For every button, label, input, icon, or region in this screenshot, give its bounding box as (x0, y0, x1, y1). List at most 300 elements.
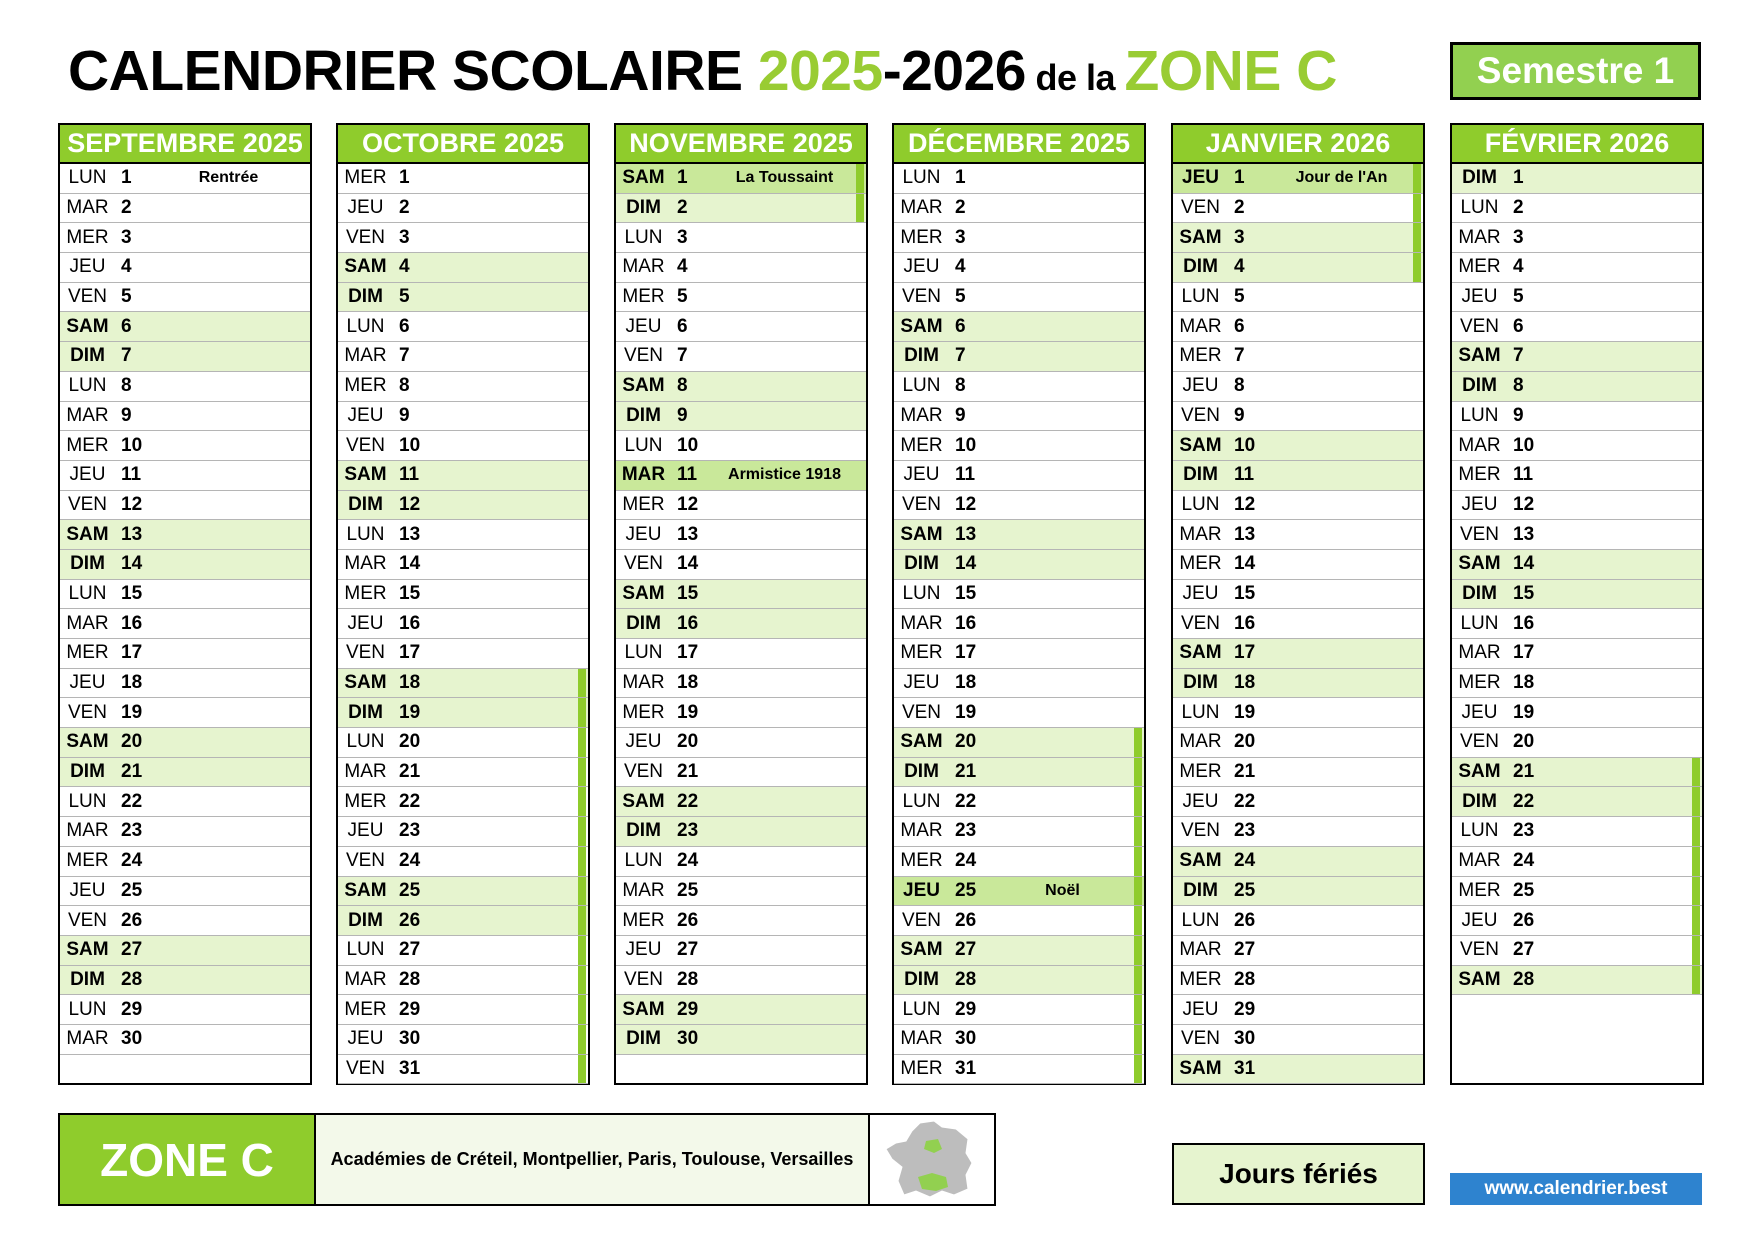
day-number: 28 (399, 968, 421, 990)
day-row (616, 520, 866, 550)
day-row (1452, 312, 1702, 342)
zone-label: ZONE C (60, 1115, 316, 1204)
day-name: MAR (1179, 939, 1222, 961)
day-name: VEN (623, 968, 664, 990)
day-name: MAR (1458, 226, 1501, 248)
day-row (1452, 906, 1702, 936)
day-row (1452, 877, 1702, 907)
vacation-bar (856, 164, 864, 193)
day-name: VEN (345, 642, 386, 664)
day-row (1452, 253, 1702, 283)
day-number: 6 (677, 315, 688, 337)
month-header: DÉCEMBRE 2025 (894, 125, 1144, 164)
vacation-bar (578, 698, 586, 727)
day-row (338, 372, 588, 402)
day-name: MAR (622, 672, 665, 694)
day-row (894, 402, 1144, 432)
vacation-bar (1134, 877, 1142, 906)
day-row (338, 1025, 588, 1055)
day-name: DIM (1183, 256, 1218, 278)
vacation-bar (1413, 223, 1421, 252)
day-name: VEN (623, 345, 664, 367)
day-name: LUN (1460, 404, 1499, 426)
day-number: 29 (955, 998, 977, 1020)
day-row (338, 312, 588, 342)
day-name: JEU (347, 820, 384, 842)
day-name: MAR (344, 553, 387, 575)
day-row (616, 164, 866, 194)
day-row (894, 461, 1144, 491)
day-name: DIM (1462, 790, 1497, 812)
day-number: 17 (955, 642, 977, 664)
day-row (616, 372, 866, 402)
day-name: JEU (1182, 582, 1219, 604)
day-row (894, 698, 1144, 728)
day-name: JEU (1182, 167, 1219, 189)
day-name: SAM (622, 582, 665, 604)
day-row (616, 283, 866, 313)
day-event: La Toussaint (735, 169, 834, 187)
day-name: VEN (623, 761, 664, 783)
day-row (60, 580, 310, 610)
vacation-bar (578, 995, 586, 1024)
day-row (338, 580, 588, 610)
day-name: SAM (1458, 968, 1501, 990)
day-name: MAR (66, 404, 109, 426)
day-number: 26 (955, 909, 977, 931)
day-number: 10 (955, 434, 977, 456)
day-row (616, 431, 866, 461)
day-name: LUN (68, 167, 107, 189)
day-row (616, 312, 866, 342)
day-name: VEN (1180, 404, 1221, 426)
day-row (894, 995, 1144, 1025)
day-name: VEN (67, 701, 108, 723)
day-name: MER (1458, 879, 1501, 901)
day-row (616, 223, 866, 253)
day-number: 21 (677, 761, 699, 783)
day-number: 8 (677, 375, 688, 397)
day-row (60, 639, 310, 669)
day-number: 21 (121, 761, 143, 783)
day-number: 6 (121, 315, 132, 337)
day-row (894, 550, 1144, 580)
day-name: JEU (1461, 909, 1498, 931)
day-name: DIM (1183, 464, 1218, 486)
day-row (60, 995, 310, 1025)
day-row (338, 728, 588, 758)
day-row (60, 253, 310, 283)
day-name: MER (66, 850, 109, 872)
day-row (894, 194, 1144, 224)
day-name: SAM (900, 939, 943, 961)
day-name: LUN (902, 790, 941, 812)
day-number: 22 (121, 790, 143, 812)
month-column (1450, 123, 1704, 1085)
day-name: VEN (67, 493, 108, 515)
day-number: 5 (1513, 286, 1524, 308)
day-row (1173, 342, 1423, 372)
day-name: MAR (622, 879, 665, 901)
day-name: DIM (70, 345, 105, 367)
day-number: 18 (1513, 672, 1535, 694)
day-name: LUN (624, 434, 663, 456)
day-number: 26 (677, 909, 699, 931)
day-number: 12 (677, 493, 699, 515)
vacation-bar (1692, 936, 1700, 965)
day-number: 18 (955, 672, 977, 694)
day-event: Jour de l'An (1295, 169, 1388, 187)
day-row (616, 550, 866, 580)
day-number: 12 (121, 493, 143, 515)
day-number: 20 (399, 731, 421, 753)
day-number: 8 (1234, 375, 1245, 397)
day-number: 14 (1513, 553, 1535, 575)
day-number: 10 (1234, 434, 1256, 456)
day-name: JEU (903, 464, 940, 486)
day-row (1452, 223, 1702, 253)
day-number: 27 (121, 939, 143, 961)
day-number: 1 (121, 167, 132, 189)
day-name: SAM (344, 464, 387, 486)
day-number: 30 (955, 1028, 977, 1050)
day-row (1173, 312, 1423, 342)
day-name: SAM (66, 523, 109, 545)
day-row (60, 787, 310, 817)
day-number: 27 (1234, 939, 1256, 961)
day-number: 4 (1234, 256, 1245, 278)
day-number: 9 (677, 404, 688, 426)
day-number: 14 (955, 553, 977, 575)
day-row (616, 580, 866, 610)
day-number: 14 (399, 553, 421, 575)
day-name: MER (900, 642, 943, 664)
day-number: 30 (121, 1028, 143, 1050)
day-row (1452, 698, 1702, 728)
day-row (338, 698, 588, 728)
day-name: JEU (625, 315, 662, 337)
day-number: 21 (1234, 761, 1256, 783)
day-number: 20 (955, 731, 977, 753)
day-number: 12 (955, 493, 977, 515)
zone-academies: Académies de Créteil, Montpellier, Paris, Toulouse, Versailles (316, 1115, 870, 1204)
month-column (58, 123, 312, 1085)
day-number: 7 (677, 345, 688, 367)
day-number: 25 (955, 879, 977, 901)
day-row (616, 966, 866, 996)
day-row (338, 520, 588, 550)
vacation-bar (1692, 817, 1700, 846)
day-name: JEU (1461, 286, 1498, 308)
day-row (894, 877, 1144, 907)
day-name: MAR (900, 197, 943, 219)
day-row (616, 639, 866, 669)
day-event: Armistice 1918 (728, 466, 841, 484)
day-number: 13 (955, 523, 977, 545)
day-row (1173, 550, 1423, 580)
day-number: 12 (1234, 493, 1256, 515)
day-number: 28 (677, 968, 699, 990)
day-number: 7 (399, 345, 410, 367)
day-number: 10 (677, 434, 699, 456)
day-row (1452, 402, 1702, 432)
day-row (616, 669, 866, 699)
day-name: LUN (346, 939, 385, 961)
day-name: DIM (1183, 879, 1218, 901)
day-number: 1 (955, 167, 966, 189)
vacation-bar (1134, 1025, 1142, 1054)
day-number: 5 (121, 286, 132, 308)
day-name: VEN (1180, 197, 1221, 219)
day-name: SAM (344, 256, 387, 278)
vacation-bar (856, 194, 864, 223)
day-row (1452, 461, 1702, 491)
day-number: 29 (399, 998, 421, 1020)
day-row (894, 906, 1144, 936)
day-row (338, 194, 588, 224)
website-link[interactable]: www.calendrier.best (1450, 1173, 1702, 1205)
day-row (616, 995, 866, 1025)
day-name: JEU (347, 612, 384, 634)
day-row (616, 728, 866, 758)
day-number: 19 (1234, 701, 1256, 723)
day-number: 16 (955, 612, 977, 634)
day-name: JEU (1182, 998, 1219, 1020)
day-row (616, 194, 866, 224)
day-row (1173, 491, 1423, 521)
vacation-bar (1413, 194, 1421, 223)
month-column (1171, 123, 1425, 1085)
day-row (338, 550, 588, 580)
day-name: DIM (626, 1028, 661, 1050)
day-row (338, 461, 588, 491)
day-number: 1 (677, 167, 688, 189)
day-number: 28 (121, 968, 143, 990)
day-row (1452, 520, 1702, 550)
day-name: MAR (1179, 523, 1222, 545)
day-number: 24 (1234, 850, 1256, 872)
day-name: JEU (903, 879, 940, 901)
day-row (1173, 847, 1423, 877)
day-name: LUN (1181, 701, 1220, 723)
vacation-bar (1134, 847, 1142, 876)
vacation-bar (578, 847, 586, 876)
day-name: MER (622, 701, 665, 723)
vacation-bar (578, 906, 586, 935)
day-row (616, 817, 866, 847)
day-number: 26 (1513, 909, 1535, 931)
day-name: SAM (622, 790, 665, 812)
day-number: 13 (1513, 523, 1535, 545)
day-number: 1 (1234, 167, 1245, 189)
day-row (60, 936, 310, 966)
day-row (1452, 194, 1702, 224)
day-name: MER (344, 375, 387, 397)
day-name: SAM (344, 879, 387, 901)
day-number: 17 (121, 642, 143, 664)
day-name: DIM (348, 909, 383, 931)
day-name: VEN (1459, 939, 1500, 961)
day-name: SAM (622, 375, 665, 397)
day-name: LUN (68, 790, 107, 812)
day-name: VEN (345, 850, 386, 872)
day-number: 24 (399, 850, 421, 872)
day-row (60, 223, 310, 253)
day-row (1173, 283, 1423, 313)
day-number: 18 (677, 672, 699, 694)
day-number: 23 (399, 820, 421, 842)
day-name: MAR (66, 1028, 109, 1050)
day-name: LUN (1181, 493, 1220, 515)
day-number: 27 (1513, 939, 1535, 961)
day-row (338, 342, 588, 372)
day-row (1173, 580, 1423, 610)
day-name: MER (1458, 256, 1501, 278)
day-row (1173, 1055, 1423, 1085)
day-row (894, 966, 1144, 996)
day-number: 8 (955, 375, 966, 397)
day-number: 2 (677, 197, 688, 219)
day-number: 27 (677, 939, 699, 961)
day-row (60, 550, 310, 580)
day-name: DIM (1183, 672, 1218, 694)
day-row (338, 491, 588, 521)
day-row (894, 253, 1144, 283)
vacation-bar (578, 758, 586, 787)
vacation-bar (1692, 787, 1700, 816)
day-number: 31 (399, 1057, 421, 1079)
day-name: SAM (344, 672, 387, 694)
day-number: 27 (399, 939, 421, 961)
day-number: 5 (955, 286, 966, 308)
day-number: 15 (1513, 582, 1535, 604)
day-name: DIM (626, 612, 661, 634)
day-name: DIM (348, 493, 383, 515)
month-header: SEPTEMBRE 2025 (60, 125, 310, 164)
day-number: 4 (399, 256, 410, 278)
day-row (1452, 164, 1702, 194)
day-number: 20 (1234, 731, 1256, 753)
day-number: 20 (1513, 731, 1535, 753)
day-row (60, 431, 310, 461)
day-name: DIM (348, 286, 383, 308)
title-de-la: de la (1025, 57, 1125, 98)
day-name: LUN (1181, 286, 1220, 308)
day-name: JEU (1461, 701, 1498, 723)
day-name: MER (344, 790, 387, 812)
day-name: VEN (623, 553, 664, 575)
day-row (1173, 966, 1423, 996)
day-number: 19 (399, 701, 421, 723)
day-name: DIM (70, 968, 105, 990)
day-row (894, 372, 1144, 402)
day-row (1173, 223, 1423, 253)
day-row (1452, 342, 1702, 372)
day-number: 9 (399, 404, 410, 426)
day-name: MER (66, 642, 109, 664)
day-row (1173, 728, 1423, 758)
day-number: 7 (1513, 345, 1524, 367)
day-name: SAM (66, 315, 109, 337)
day-name: JEU (1182, 790, 1219, 812)
day-row (60, 283, 310, 313)
day-number: 13 (1234, 523, 1256, 545)
vacation-bar (1134, 906, 1142, 935)
day-row (1452, 669, 1702, 699)
day-name: MER (1179, 761, 1222, 783)
day-row (60, 669, 310, 699)
day-row (60, 342, 310, 372)
vacation-bar (578, 669, 586, 698)
day-name: JEU (347, 1028, 384, 1050)
day-number: 23 (955, 820, 977, 842)
day-row (1452, 372, 1702, 402)
day-name: MER (344, 167, 387, 189)
day-name: SAM (66, 939, 109, 961)
day-number: 12 (399, 493, 421, 515)
day-row (616, 877, 866, 907)
day-row (894, 669, 1144, 699)
day-row (60, 164, 310, 194)
day-number: 6 (1234, 315, 1245, 337)
day-number: 26 (1234, 909, 1256, 931)
day-name: MAR (622, 256, 665, 278)
day-row (894, 1055, 1144, 1085)
month-column (892, 123, 1146, 1085)
day-number: 21 (955, 761, 977, 783)
day-name: DIM (626, 197, 661, 219)
day-number: 4 (955, 256, 966, 278)
month-header: NOVEMBRE 2025 (616, 125, 866, 164)
legend-jours-feries: Jours fériés (1172, 1143, 1425, 1205)
vacation-bar (1134, 936, 1142, 965)
day-number: 16 (1513, 612, 1535, 634)
day-number: 17 (1234, 642, 1256, 664)
day-number: 21 (399, 761, 421, 783)
day-name: LUN (1181, 909, 1220, 931)
day-name: JEU (903, 672, 940, 694)
day-name: SAM (1179, 642, 1222, 664)
day-number: 29 (1234, 998, 1256, 1020)
day-number: 16 (399, 612, 421, 634)
day-name: LUN (68, 582, 107, 604)
day-row (60, 906, 310, 936)
title-year-start: 2025 (757, 39, 883, 103)
day-name: DIM (904, 761, 939, 783)
day-row (894, 758, 1144, 788)
day-number: 2 (1513, 197, 1524, 219)
day-row (1173, 609, 1423, 639)
day-number: 28 (1513, 968, 1535, 990)
day-name: SAM (1458, 345, 1501, 367)
day-name: LUN (902, 582, 941, 604)
day-row (1452, 758, 1702, 788)
vacation-bar (1134, 995, 1142, 1024)
day-name: MER (1179, 553, 1222, 575)
vacation-bar (578, 877, 586, 906)
day-number: 18 (399, 672, 421, 694)
day-number: 9 (955, 404, 966, 426)
day-row (60, 520, 310, 550)
day-number: 12 (1513, 493, 1535, 515)
day-number: 19 (121, 701, 143, 723)
day-row (894, 639, 1144, 669)
day-row (894, 431, 1144, 461)
day-name: JEU (625, 939, 662, 961)
day-number: 25 (121, 879, 143, 901)
day-number: 22 (1513, 790, 1535, 812)
day-row (338, 936, 588, 966)
